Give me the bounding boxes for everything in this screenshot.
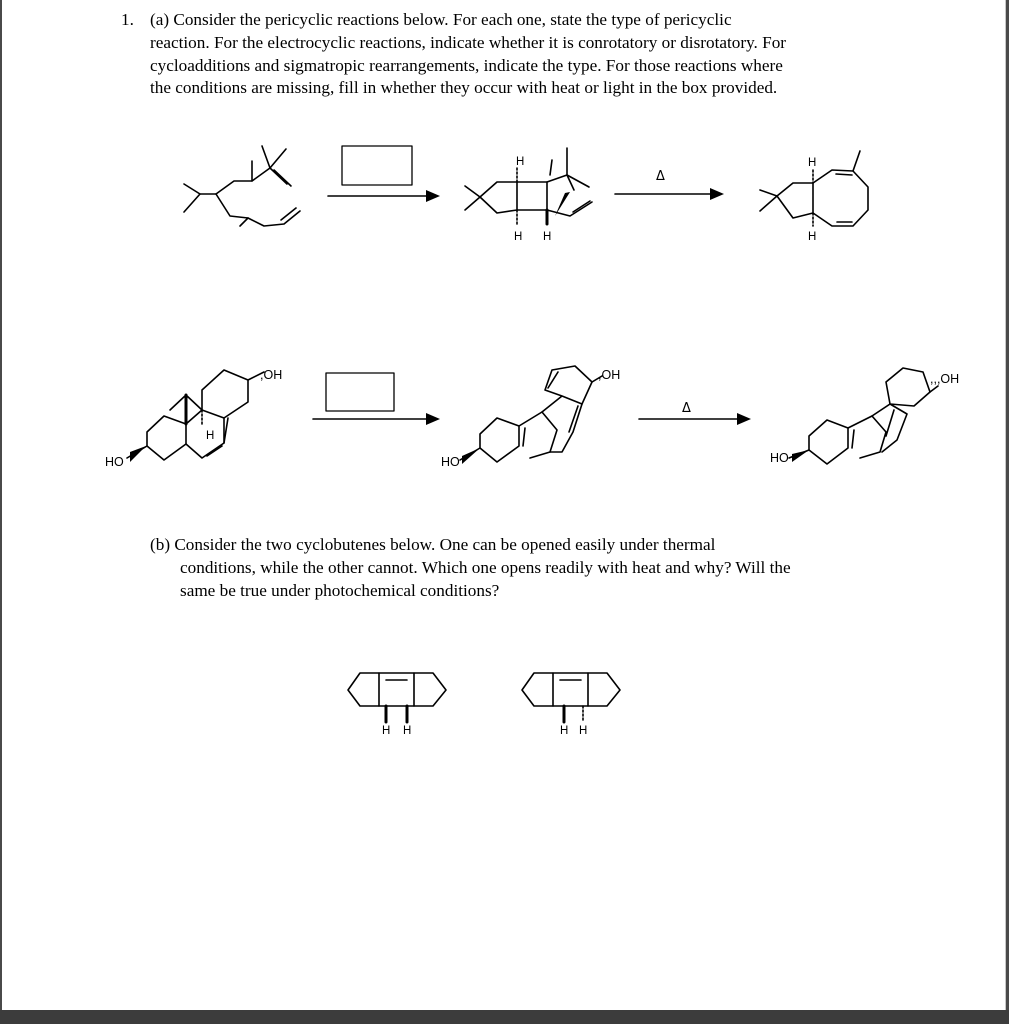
window-bottom-bar xyxy=(0,1010,1009,1024)
wedge-bond xyxy=(462,448,480,464)
reaction-scheme-1 xyxy=(2,0,1005,1010)
h-label: H xyxy=(403,725,412,737)
part-a-line: cycloadditions and sigmatropic rearrangements, indicate the type. For those reactions where xyxy=(150,55,783,75)
triene-product xyxy=(789,368,938,464)
wedge-bond xyxy=(792,450,809,462)
oh-label: ,,,OH xyxy=(930,372,960,386)
arrowhead-1 xyxy=(426,190,440,202)
wedge-bond xyxy=(130,446,146,462)
part-b-line: (b) Consider the two cyclobutenes below. One can be opened easily under thermal xyxy=(150,535,716,554)
h-label: H xyxy=(808,231,817,243)
ho-label: HO xyxy=(441,455,460,469)
triene-starting-material xyxy=(184,146,300,226)
h-label: H xyxy=(543,231,552,243)
part-a-line: the conditions are missing, fill in whether they occur with heat or light in the box provided. xyxy=(150,78,778,98)
document-page xyxy=(2,0,1006,1010)
arrowhead-3 xyxy=(426,413,440,425)
part-a-line: (a) Consider the pericyclic reactions below. For each one, state the type of pericyclic xyxy=(150,10,732,29)
arrowhead-2 xyxy=(710,188,724,200)
heat-condition-1: Δ xyxy=(656,169,665,184)
h-label: H xyxy=(579,725,588,737)
seco-intermediate xyxy=(460,366,602,462)
part-a-line: reaction. For the electrocyclic reactions, indicate whether it is conrotatory or disrotatory. For xyxy=(150,32,787,52)
question-number: 1. xyxy=(121,10,134,29)
part-b-line: conditions, while the other cannot. Which one opens readily with heat and why? Will the xyxy=(180,557,791,577)
condition-box-1 xyxy=(342,146,412,185)
steroid-starting-material xyxy=(127,370,264,460)
cyclobutene-left xyxy=(337,673,446,722)
h-label: H xyxy=(206,430,215,442)
ho-label: HO xyxy=(105,455,124,469)
part-b-line: same be true under photochemical conditions? xyxy=(180,580,500,600)
oh-label: ,OH xyxy=(260,368,283,382)
question-part-b xyxy=(150,534,910,602)
ho-label: HO xyxy=(770,451,789,465)
heat-condition-2: Δ xyxy=(682,401,691,416)
wedge-bond xyxy=(555,192,570,216)
h-label: H xyxy=(382,725,391,737)
cyclobutene-right xyxy=(522,673,620,722)
h-label: H xyxy=(516,156,525,168)
h-label: H xyxy=(808,157,817,169)
condition-box-2 xyxy=(326,373,394,411)
h-label: H xyxy=(514,231,523,243)
bicyclic-intermediate xyxy=(465,148,592,224)
arrowhead-4 xyxy=(737,413,751,425)
oh-label: ,OH xyxy=(598,368,621,382)
h-label: H xyxy=(560,725,569,737)
